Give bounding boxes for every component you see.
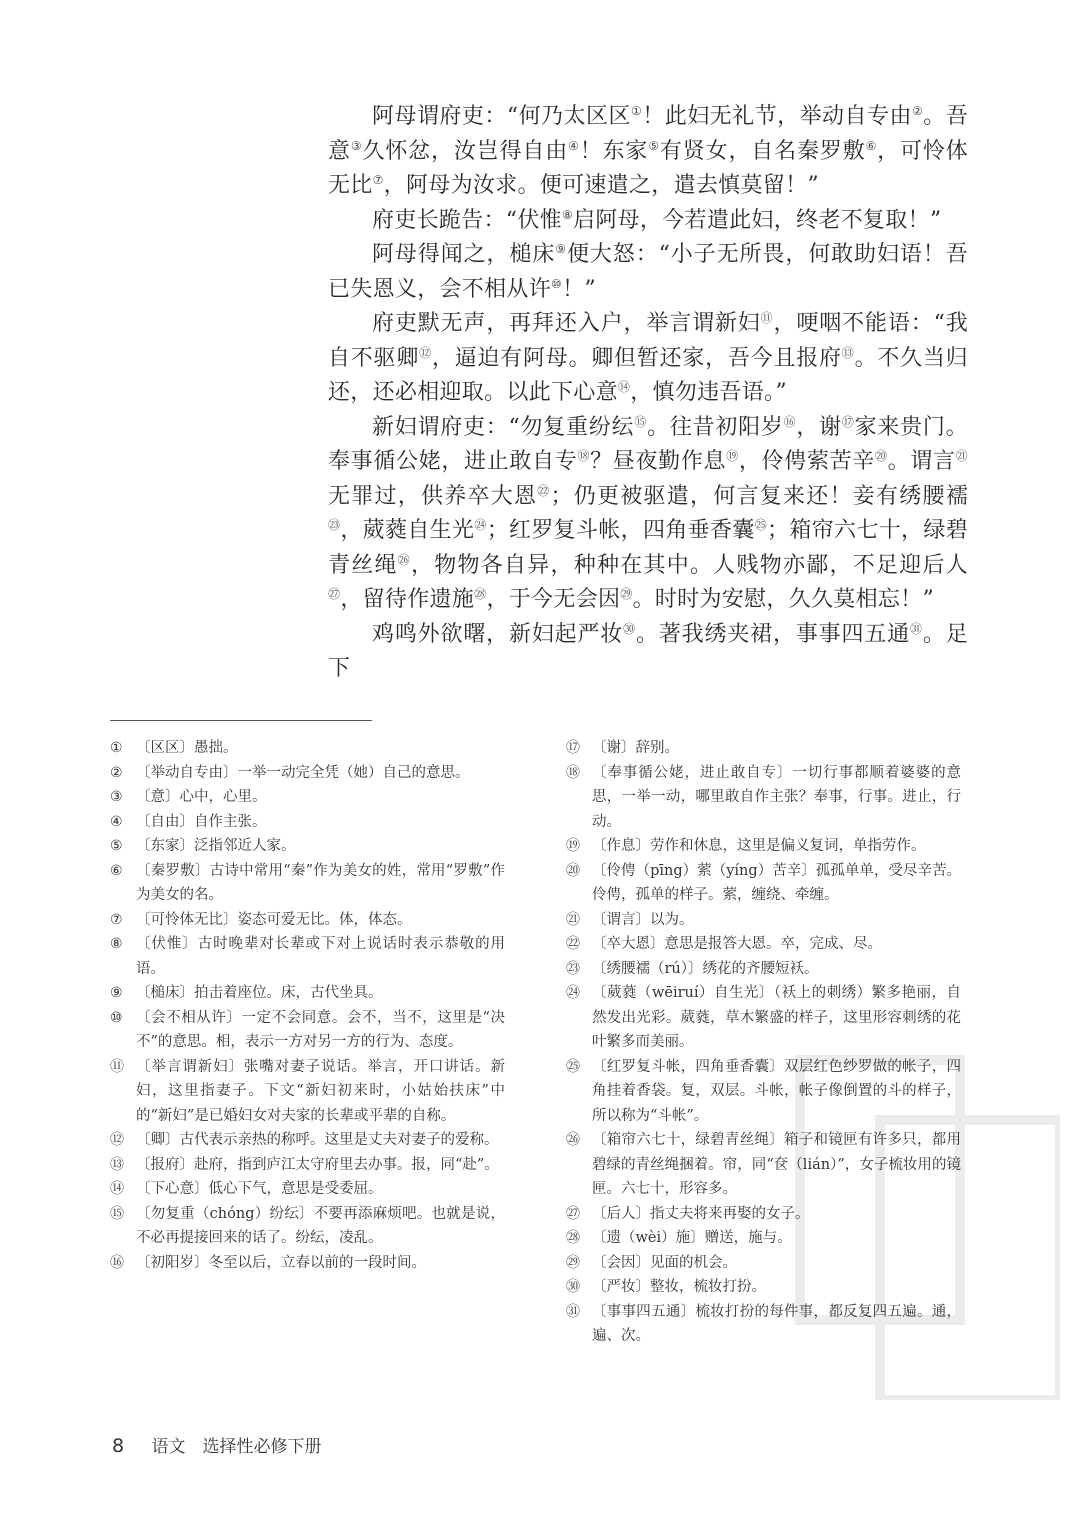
text-segment: 启阿母，今若遣此妇，终老不复取！” <box>573 207 942 233</box>
footnote-number: ㉙ <box>566 1254 580 1271</box>
footnote-number: ㉚ <box>566 1279 580 1295</box>
text-segment: ！此妇无礼节，举动自专由 <box>642 104 912 129</box>
text-segment: ，可怜体无比 <box>328 138 969 198</box>
footnote-number: ⑤ <box>110 838 123 854</box>
footnote-text: 〔伶俜（pīng）萦（yíng）苦辛〕孤孤单单，受尽辛苦。伶俜，孤单的样子。萦，缠绕、牵缠。 <box>592 862 961 903</box>
footnote-number: ㉗ <box>566 1205 580 1222</box>
footnote-text: 〔举动自专由〕一举一动完全凭（她）自己的意思。 <box>136 764 470 781</box>
footnote <box>566 859 961 908</box>
footnote-marker: ⑱ <box>577 449 591 463</box>
footnote-marker: ㉓ <box>328 518 341 532</box>
text-segment: ，哽咽不能语：“我自不驱卿 <box>328 311 968 371</box>
footnote-marker: ⑥ <box>865 138 878 153</box>
footnote-marker: ㉖ <box>397 552 411 567</box>
footnote <box>110 908 505 933</box>
text-segment: 有贤女，自名秦罗敷 <box>659 138 866 164</box>
footnote-number: ⑥ <box>110 862 123 879</box>
footnote-marker: ⑮ <box>634 414 648 429</box>
footnote-divider <box>110 720 372 721</box>
footnote <box>110 834 505 859</box>
footnote-text: 〔箱帘六七十，绿碧青丝绳〕箱子和镜匣有许多只，都用碧绿的青丝绳捆着。帘，同“奁（lián）”，女子梳妆用的镜匣。六七十，形容多。 <box>592 1132 961 1197</box>
footnote <box>566 736 961 761</box>
text-segment: ，慎勿违吾语。” <box>630 380 787 405</box>
footnote-marker: ⑯ <box>783 414 797 429</box>
footnote-text: 〔区区〕愚拙。 <box>136 740 238 756</box>
footnote <box>110 1006 505 1055</box>
footnote-number: ⑮ <box>110 1205 124 1222</box>
text-segment: ！” <box>562 276 596 302</box>
footnote-number: ㉔ <box>566 985 580 1001</box>
text-segment: 便大怒：“小子无所畏，何敢助妇语！吾已失恩义，会不相从许 <box>328 242 968 302</box>
footnote-number: ⑦ <box>110 911 123 928</box>
footnote-marker: ㉙ <box>620 587 633 601</box>
text-segment: 无罪过，供养卒大恩 <box>328 483 538 509</box>
text-segment: ；仍更被驱遣，何言复来还！妾有绣腰襦 <box>550 483 968 509</box>
footnote-text: 〔红罗复斗帐，四角垂香囊〕双层红色纱罗做的帐子，四角挂着香袋。复，双层。斗帐，帐子像倒置的斗的样子，所以称为“斗帐”。 <box>592 1058 961 1124</box>
footnote-text: 〔意〕心中，心里。 <box>136 789 267 805</box>
text-segment: 。著我绣夹裙，事事四五通 <box>636 621 911 647</box>
footnote-marker: ㉔ <box>474 518 487 532</box>
footnote-marker: ② <box>911 104 924 118</box>
text-segment: 府吏长跪告：“伏惟 <box>372 207 562 233</box>
footnote <box>566 957 961 982</box>
footnote <box>110 1055 505 1129</box>
footnote <box>110 932 505 981</box>
footnote-text: 〔东家〕泛指邻近人家。 <box>136 838 296 854</box>
poem-paragraph <box>328 411 968 618</box>
footnote-text: 〔谓言〕以为。 <box>592 911 694 928</box>
footnote-text: 〔初阳岁〕冬至以后，立春以前的一段时间。 <box>136 1254 426 1271</box>
footnote <box>110 1251 505 1276</box>
footnote <box>110 785 505 810</box>
footnote-text: 〔伏惟〕古时晚辈对长辈或下对上说话时表示恭敬的用语。 <box>136 936 505 977</box>
text-segment: ！东家 <box>579 138 649 164</box>
footnote <box>110 1128 505 1153</box>
footnote <box>566 932 961 957</box>
footnote-number: ② <box>110 764 123 781</box>
footnote-text: 〔槌床〕拍击着座位。床，古代坐具。 <box>136 985 383 1001</box>
footnote <box>566 834 961 859</box>
footnote <box>110 761 505 786</box>
footnote-number: ㉘ <box>566 1230 580 1246</box>
text-segment: 。足下 <box>328 621 968 681</box>
publisher-watermark-icon <box>760 1000 1060 1400</box>
text-segment: ，留待作遗施 <box>340 587 475 612</box>
poem-paragraph <box>328 618 968 687</box>
text-segment: 。时时为安慰，久久莫相忘！” <box>632 587 935 612</box>
footnote-marker: ⑤ <box>648 138 660 153</box>
footnote-text: 〔葳蕤（wēiruí）自生光〕（袄上的刺绣）繁多艳丽，自然发出光彩。葳蕤，草木繁盛的样子，这里形容刺绣的花叶繁多而美丽。 <box>592 985 961 1050</box>
footnote-number: ㉖ <box>566 1132 580 1148</box>
text-segment: 。往昔初阳岁 <box>647 414 784 440</box>
footnote-text: 〔秦罗敷〕古诗中常用“秦”作为美女的姓，常用“罗敷”作为美女的名。 <box>136 862 505 903</box>
footnote-text: 〔举言谓新妇〕张嘴对妻子说话。举言，开口讲话。新妇，这里指妻子。下文“新妇初来时，小姑始扶床”中的“新妇”是已婚妇女对夫家的长辈或平辈的自称。 <box>136 1058 505 1124</box>
text-segment: ，物物各自异，种种在其中。人贱物亦鄙，不足迎后人 <box>411 552 968 578</box>
footnote-marker: ㉚ <box>623 621 637 636</box>
footnote-number: ⑩ <box>110 1009 123 1026</box>
footnote-number: ⑲ <box>566 838 580 854</box>
footnote-marker: ⑬ <box>841 345 855 360</box>
text-segment: 新妇谓府吏：“勿复重纷纭 <box>372 414 635 440</box>
text-segment: 家来贵门。奉事循公姥，进止敢自专 <box>328 414 968 474</box>
footnote <box>110 810 505 835</box>
footnotes-left-column <box>110 736 505 1275</box>
footnote-number: ⑯ <box>110 1254 124 1271</box>
footnote <box>566 908 961 933</box>
footnote-number: ⑧ <box>110 936 123 952</box>
footnote-marker: ㉕ <box>754 518 768 532</box>
footnote-number: ⑨ <box>110 985 123 1001</box>
footnote-marker: ⑰ <box>841 414 855 429</box>
footnote-number: ① <box>110 740 123 756</box>
footnote-marker: ⑫ <box>419 345 432 360</box>
text-segment: 。吾意 <box>328 104 968 164</box>
footnote-text: 〔勿复重（chóng）纷纭〕不要再添麻烦吧。也就是说，不必再提接回来的话了。纷纭，凌乱。 <box>136 1205 505 1246</box>
footnote-marker: ⑦ <box>372 173 384 187</box>
footnote-number: ④ <box>110 813 123 830</box>
footnote-marker: ⑭ <box>617 380 631 394</box>
footnote-text: 〔遗（wèi）施〕赠送，施与。 <box>592 1230 792 1246</box>
text-segment: 府吏默无声，再拜还入户，举言谓新妇 <box>372 311 761 336</box>
footnote-number: ③ <box>110 789 123 805</box>
footnote-marker: ③ <box>350 138 363 153</box>
footnote-number: ⑭ <box>110 1181 124 1197</box>
footnote <box>566 761 961 835</box>
footnote-number: ⑳ <box>566 862 580 879</box>
footnote-number: ⑫ <box>110 1132 124 1148</box>
text-segment: ，阿母为汝求。便可速遣之，遣去慎莫留！” <box>383 173 819 198</box>
footnote-marker: ⑪ <box>760 311 774 325</box>
footnote-marker: ㉗ <box>328 587 341 601</box>
footnote-text: 〔会不相从许〕一定不会同意。会不，当不，这里是“决不”的意思。相，表示一方对另一方的行为、态度。 <box>136 1009 505 1050</box>
footnote-text: 〔卒大恩〕意思是报答大恩。卒，完成、尽。 <box>592 936 882 952</box>
poem-paragraph <box>328 100 968 204</box>
footnote-text: 〔后人〕指丈夫将来再娶的女子。 <box>592 1205 810 1222</box>
footnote <box>110 736 505 761</box>
footnote-marker: ㉒ <box>537 483 551 498</box>
text-segment: ，逼迫有阿母。卿但暂还家，吾今且报府 <box>431 345 842 371</box>
footnote-number: ㉛ <box>566 1303 580 1320</box>
footnote-marker: ⑩ <box>551 276 563 291</box>
footnote <box>110 1153 505 1178</box>
footnote <box>110 1177 505 1202</box>
text-segment: ，伶俜萦苦辛 <box>738 449 875 474</box>
footnote-text: 〔报府〕赴府，指到庐江太守府里去办事。报，同“赴”。 <box>136 1156 499 1173</box>
footnote-marker: ⑳ <box>874 449 888 463</box>
footnote <box>110 981 505 1006</box>
footnote-number: ㉒ <box>566 936 580 952</box>
poem-text <box>328 100 968 687</box>
book-title: 语文 选择性必修下册 <box>151 1437 322 1457</box>
footnote-marker: ① <box>630 104 643 118</box>
footnote-marker: ⑲ <box>726 449 739 463</box>
poem-paragraph <box>328 307 968 411</box>
footnote-marker: ㉘ <box>474 587 487 601</box>
footnote-text: 〔自由〕自作主张。 <box>136 813 267 830</box>
poem-paragraph <box>328 204 968 239</box>
text-segment: 。不久当归还，还必相迎取。以此下心意 <box>328 345 968 405</box>
footnote <box>110 1202 505 1251</box>
poem-paragraph <box>328 238 968 307</box>
footnote-text: 〔卿〕古代表示亲热的称呼。这里是丈夫对妻子的爱称。 <box>136 1132 499 1148</box>
text-segment: 阿母谓府吏：“何乃太区区 <box>372 104 631 129</box>
footnote-text: 〔绣腰襦（rú）〕绣花的齐腰短袄。 <box>592 960 819 977</box>
footnote-marker: ④ <box>568 138 580 153</box>
footnote <box>110 859 505 908</box>
footnote-number: ㉑ <box>566 911 580 928</box>
text-segment: ，葳蕤自生光 <box>340 518 475 543</box>
text-segment: ，谢 <box>796 414 842 440</box>
footnote-text: 〔下心意〕低心下气，意思是受委屈。 <box>136 1181 383 1197</box>
footnote-text: 〔奉事循公姥，进止敢自专〕一切行事都顺着婆婆的意思，一举一动，哪里敢自作主张？奉事，行事。进止，行动。 <box>592 764 961 830</box>
footnote-text: 〔会因〕见面的机会。 <box>592 1254 737 1271</box>
footnote-text: 〔谢〕辞别。 <box>592 740 679 756</box>
text-segment: 久怀忿，汝岂得自由 <box>362 138 569 164</box>
footnote-number: ⑬ <box>110 1156 124 1173</box>
footnote-marker: ㉛ <box>910 621 923 636</box>
page-number: 8 <box>112 1435 125 1457</box>
text-segment: ，于今无会因 <box>486 587 621 612</box>
footnote-number: ㉓ <box>566 960 580 977</box>
text-segment: ；红罗复斗帐，四角垂香囊 <box>486 518 755 543</box>
text-segment: 阿母得闻之，槌床 <box>372 242 556 267</box>
text-segment: 。谓言 <box>887 449 956 474</box>
page-footer <box>112 1432 322 1457</box>
text-segment: ；箱帘六七十，绿碧青丝绳 <box>328 518 968 578</box>
footnote-text: 〔严妆〕整妆，梳妆打扮。 <box>592 1279 766 1295</box>
footnote-marker: ㉑ <box>955 449 968 463</box>
footnote-number: ⑰ <box>566 740 580 756</box>
footnote-number: ⑱ <box>566 764 580 781</box>
footnote-text: 〔作息〕劳作和休息，这里是偏义复词，单指劳作。 <box>592 838 926 854</box>
footnote-text: 〔可怜体无比〕姿态可爱无比。体，体态。 <box>136 911 412 928</box>
footnote-text: 〔事事四五通〕梳妆打扮的每件事，都反复四五遍。通，遍、次。 <box>592 1303 961 1344</box>
footnote-marker: ⑧ <box>561 207 574 222</box>
footnote-number: ㉕ <box>566 1058 580 1075</box>
text-segment: ？昼夜勤作息 <box>590 449 727 474</box>
text-segment: 鸡鸣外欲曙，新妇起严妆 <box>372 621 624 647</box>
footnote-number: ⑪ <box>110 1058 124 1075</box>
footnote-marker: ⑨ <box>555 242 567 256</box>
